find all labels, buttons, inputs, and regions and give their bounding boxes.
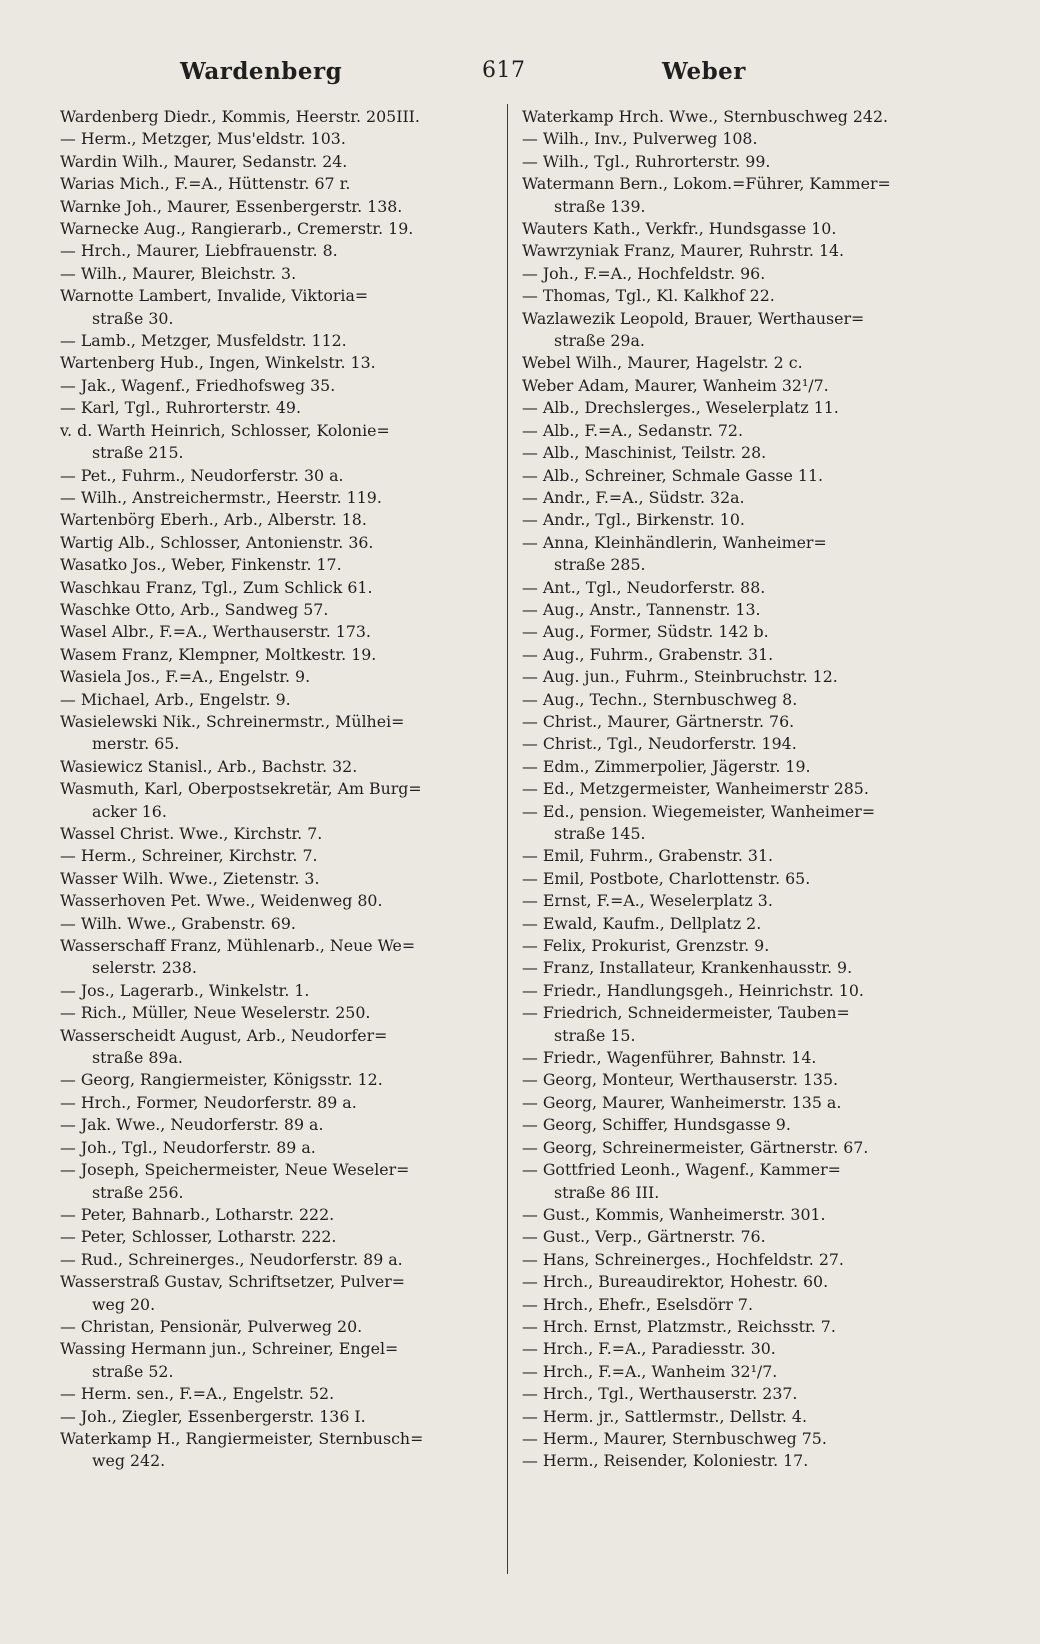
entry-continuation: merstr. 65. xyxy=(92,734,180,754)
directory-entry: Wasserscheidt August, Arb., Neudorfer= xyxy=(60,1025,388,1045)
directory-entry: — Ed., Metzgermeister, Wanheimerstr 285. xyxy=(522,779,869,799)
entry-continuation: straße 285. xyxy=(554,555,646,575)
directory-entry: — Lamb., Metzger, Musfeldstr. 112. xyxy=(60,331,347,351)
entry-continuation: straße 256. xyxy=(92,1182,184,1202)
directory-entry: Weber Adam, Maurer, Wanheim 32¹/7. xyxy=(522,375,829,395)
directory-entry: — Franz, Installateur, Krankenhausstr. 9. xyxy=(522,958,853,978)
directory-entry: Webel Wilh., Maurer, Hagelstr. 2 c. xyxy=(522,353,803,373)
directory-entry: — Anna, Kleinhändlerin, Wanheimer= xyxy=(522,532,827,552)
directory-entry: — Georg, Schiffer, Hundsgasse 9. xyxy=(522,1115,791,1135)
directory-entry: — Friedr., Handlungsgeh., Heinrichstr. 10. xyxy=(522,980,864,1000)
entry-continuation: straße 89a. xyxy=(92,1048,183,1068)
directory-entry: — Georg, Monteur, Werthauserstr. 135. xyxy=(522,1070,839,1090)
directory-entry: — Hrch., Maurer, Liebfrauenstr. 8. xyxy=(60,241,338,261)
directory-entry: — Michael, Arb., Engelstr. 9. xyxy=(60,689,291,709)
directory-entry: Wasiela Jos., F.=A., Engelstr. 9. xyxy=(60,667,311,687)
directory-entry: Wasmuth, Karl, Oberpostsekretär, Am Burg= xyxy=(60,779,422,799)
directory-entry: Wawrzyniak Franz, Maurer, Ruhrstr. 14. xyxy=(522,241,845,261)
directory-entry: — Herm., Reisender, Koloniestr. 17. xyxy=(522,1451,809,1471)
directory-entry: — Herm., Metzger, Mus'eldstr. 103. xyxy=(60,129,346,149)
directory-entry: Wasser Wilh. Wwe., Zietenstr. 3. xyxy=(60,868,320,888)
entry-continuation: straße 139. xyxy=(554,196,646,216)
directory-entry: — Hans, Schreinerges., Hochfeldstr. 27. xyxy=(522,1249,844,1269)
directory-entry: — Alb., Schreiner, Schmale Gasse 11. xyxy=(522,465,824,485)
page-number: 617 xyxy=(482,58,526,83)
directory-entry: Wardenberg Diedr., Kommis, Heerstr. 205III. xyxy=(60,107,420,126)
directory-entry: — Wilh., Anstreichermstr., Heerstr. 119. xyxy=(60,487,382,507)
directory-entry: — Jos., Lagerarb., Winkelstr. 1. xyxy=(60,980,310,1000)
directory-entry: — Aug., Anstr., Tannenstr. 13. xyxy=(522,599,761,619)
column-divider xyxy=(507,104,508,1574)
right-column xyxy=(522,106,962,1473)
entry-continuation: straße 145. xyxy=(554,824,646,843)
directory-entry: — Hrch., Ehefr., Eselsdörr 7. xyxy=(522,1294,753,1314)
directory-entry: — Aug. jun., Fuhrm., Steinbruchstr. 12. xyxy=(522,667,838,687)
directory-entry: — Georg, Maurer, Wanheimerstr. 135 a. xyxy=(522,1092,842,1112)
directory-entry: — Andr., F.=A., Südstr. 32a. xyxy=(522,487,745,507)
directory-entry: — Jak., Wagenf., Friedhofsweg 35. xyxy=(60,375,336,395)
entry-continuation: straße 30. xyxy=(92,308,174,328)
directory-entry: — Christan, Pensionär, Pulverweg 20. xyxy=(60,1316,363,1336)
directory-entry: — Wilh., Inv., Pulverweg 108. xyxy=(522,129,758,149)
directory-entry: — Gust., Verp., Gärtnerstr. 76. xyxy=(522,1227,766,1247)
directory-entry: — Ed., pension. Wiegemeister, Wanheimer= xyxy=(522,801,876,821)
directory-entry: — Alb., F.=A., Sedanstr. 72. xyxy=(522,420,743,440)
directory-entry: — Aug., Fuhrm., Grabenstr. 31. xyxy=(522,644,774,664)
directory-entry: Wasielewski Nik., Schreinermstr., Mülhei= xyxy=(60,711,405,731)
entry-continuation: straße 15. xyxy=(554,1025,636,1045)
directory-entry: — Joseph, Speichermeister, Neue Weseler= xyxy=(60,1160,410,1180)
directory-entry: — Georg, Schreinermeister, Gärtnerstr. 67. xyxy=(522,1137,869,1157)
directory-entry: — Wilh., Maurer, Bleichstr. 3. xyxy=(60,263,297,283)
directory-entry: — Christ., Tgl., Neudorferstr. 194. xyxy=(522,734,797,754)
header-right-keyword: Weber xyxy=(662,58,746,85)
directory-entry: — Hrch., F.=A., Wanheim 32¹/7. xyxy=(522,1361,778,1381)
directory-entry: — Wilh., Tgl., Ruhrorterstr. 99. xyxy=(522,151,771,171)
directory-entry: Wassing Hermann jun., Schreiner, Engel= xyxy=(60,1339,399,1359)
directory-entry: Warnecke Aug., Rangierarb., Cremerstr. 19. xyxy=(60,219,414,239)
directory-entry: — Wilh. Wwe., Grabenstr. 69. xyxy=(60,913,296,933)
entry-continuation: straße 29a. xyxy=(554,331,645,351)
directory-entry: Wasiewicz Stanisl., Arb., Bachstr. 32. xyxy=(60,756,358,776)
directory-entry: — Emil, Postbote, Charlottenstr. 65. xyxy=(522,868,811,888)
directory-entry: — Hrch., F.=A., Paradiesstr. 30. xyxy=(522,1339,776,1359)
directory-entry: Wauters Kath., Verkfr., Hundsgasse 10. xyxy=(522,219,837,239)
entry-continuation: weg 20. xyxy=(92,1294,156,1314)
directory-entry: — Rich., Müller, Neue Weselerstr. 250. xyxy=(60,1003,371,1023)
directory-entry: — Herm. jr., Sattlermstr., Dellstr. 4. xyxy=(522,1406,807,1426)
directory-entry: — Georg, Rangiermeister, Königsstr. 12. xyxy=(60,1070,383,1090)
directory-entry: Wartig Alb., Schlosser, Antonienstr. 36. xyxy=(60,532,374,552)
directory-entry: Warnke Joh., Maurer, Essenbergerstr. 138. xyxy=(60,196,403,216)
directory-entry: — Aug., Former, Südstr. 142 b. xyxy=(522,622,769,642)
entry-continuation: selerstr. 238. xyxy=(92,958,197,978)
directory-entry: — Rud., Schreinerges., Neudorferstr. 89 a. xyxy=(60,1249,403,1269)
directory-entry: Wassel Christ. Wwe., Kirchstr. 7. xyxy=(60,824,323,843)
entry-continuation: straße 215. xyxy=(92,443,184,463)
directory-entry: Wardin Wilh., Maurer, Sedanstr. 24. xyxy=(60,151,348,171)
directory-entry: — Felix, Prokurist, Grenzstr. 9. xyxy=(522,936,770,956)
directory-entry: — Christ., Maurer, Gärtnerstr. 76. xyxy=(522,711,795,731)
entry-continuation: acker 16. xyxy=(92,801,167,821)
directory-entry: — Joh., Ziegler, Essenbergerstr. 136 I. xyxy=(60,1406,366,1426)
directory-entry: — Joh., F.=A., Hochfeldstr. 96. xyxy=(522,263,766,283)
directory-entry: — Herm., Schreiner, Kirchstr. 7. xyxy=(60,846,318,866)
directory-entry: — Hrch., Tgl., Werthauserstr. 237. xyxy=(522,1384,798,1404)
directory-entry: — Thomas, Tgl., Kl. Kalkhof 22. xyxy=(522,286,775,306)
directory-entry: Wasel Albr., F.=A., Werthauserstr. 173. xyxy=(60,622,371,642)
directory-entry: — Aug., Techn., Sternbuschweg 8. xyxy=(522,689,798,709)
directory-entry: — Peter, Bahnarb., Lotharstr. 222. xyxy=(60,1204,335,1224)
directory-entry: Wasatko Jos., Weber, Finkenstr. 17. xyxy=(60,555,342,575)
directory-entry: Wartenbörg Eberh., Arb., Alberstr. 18. xyxy=(60,510,367,530)
directory-entry: Wasem Franz, Klempner, Moltkestr. 19. xyxy=(60,644,377,664)
directory-entry: — Pet., Fuhrm., Neudorferstr. 30 a. xyxy=(60,465,344,485)
directory-entry: Wasserhoven Pet. Wwe., Weidenweg 80. xyxy=(60,891,383,911)
directory-entry: Warias Mich., F.=A., Hüttenstr. 67 r. xyxy=(60,174,351,194)
entry-continuation: weg 242. xyxy=(92,1451,166,1471)
directory-entry: Watermann Bern., Lokom.=Führer, Kammer= xyxy=(522,174,891,194)
directory-entry: Wasserstraß Gustav, Schriftsetzer, Pulver= xyxy=(60,1272,406,1292)
directory-entry: Wasserschaff Franz, Mühlenarb., Neue We= xyxy=(60,936,416,956)
directory-entry: — Emil, Fuhrm., Grabenstr. 31. xyxy=(522,846,774,866)
directory-entry: — Ernst, F.=A., Weselerplatz 3. xyxy=(522,891,773,911)
directory-entry: — Herm. sen., F.=A., Engelstr. 52. xyxy=(60,1384,335,1404)
directory-entry: — Hrch., Bureaudirektor, Hohestr. 60. xyxy=(522,1272,829,1292)
directory-entry: — Gottfried Leonh., Wagenf., Kammer= xyxy=(522,1160,841,1180)
directory-entry: Warnotte Lambert, Invalide, Viktoria= xyxy=(60,286,369,306)
directory-entry: — Karl, Tgl., Ruhrorterstr. 49. xyxy=(60,398,301,418)
directory-entry: — Andr., Tgl., Birkenstr. 10. xyxy=(522,510,745,530)
directory-entry: — Friedr., Wagenführer, Bahnstr. 14. xyxy=(522,1048,817,1068)
directory-entry: — Alb., Drechslerges., Weselerplatz 11. xyxy=(522,398,839,418)
directory-entry: — Alb., Maschinist, Teilstr. 28. xyxy=(522,443,767,463)
directory-entry: — Edm., Zimmerpolier, Jägerstr. 19. xyxy=(522,756,811,776)
directory-entry: — Hrch. Ernst, Platzmstr., Reichsstr. 7. xyxy=(522,1316,836,1336)
directory-entry: Wartenberg Hub., Ingen, Winkelstr. 13. xyxy=(60,353,376,373)
directory-entry: Waschkau Franz, Tgl., Zum Schlick 61. xyxy=(60,577,373,597)
directory-entry: — Hrch., Former, Neudorferstr. 89 a. xyxy=(60,1092,357,1112)
directory-entry: — Peter, Schlosser, Lotharstr. 222. xyxy=(60,1227,337,1247)
directory-entry: — Ant., Tgl., Neudorferstr. 88. xyxy=(522,577,766,597)
directory-entry: Waschke Otto, Arb., Sandweg 57. xyxy=(60,599,329,619)
left-column xyxy=(60,106,498,1473)
directory-entry: — Joh., Tgl., Neudorferstr. 89 a. xyxy=(60,1137,316,1157)
directory-entry: — Friedrich, Schneidermeister, Tauben= xyxy=(522,1003,850,1023)
header-left-keyword: Wardenberg xyxy=(180,58,343,85)
directory-entry: Waterkamp Hrch. Wwe., Sternbuschweg 242. xyxy=(522,107,889,126)
directory-entry: v. d. Warth Heinrich, Schlosser, Kolonie= xyxy=(60,420,390,440)
directory-entry: — Herm., Maurer, Sternbuschweg 75. xyxy=(522,1428,827,1448)
entry-continuation: straße 86 III. xyxy=(554,1182,660,1202)
directory-entry: Waterkamp H., Rangiermeister, Sternbusch= xyxy=(60,1428,424,1448)
directory-entry: — Gust., Kommis, Wanheimerstr. 301. xyxy=(522,1204,826,1224)
directory-entry: Wazlawezik Leopold, Brauer, Werthauser= xyxy=(522,308,865,328)
directory-entry: — Ewald, Kaufm., Dellplatz 2. xyxy=(522,913,762,933)
entry-continuation: straße 52. xyxy=(92,1361,174,1381)
directory-entry: — Jak. Wwe., Neudorferstr. 89 a. xyxy=(60,1115,324,1135)
